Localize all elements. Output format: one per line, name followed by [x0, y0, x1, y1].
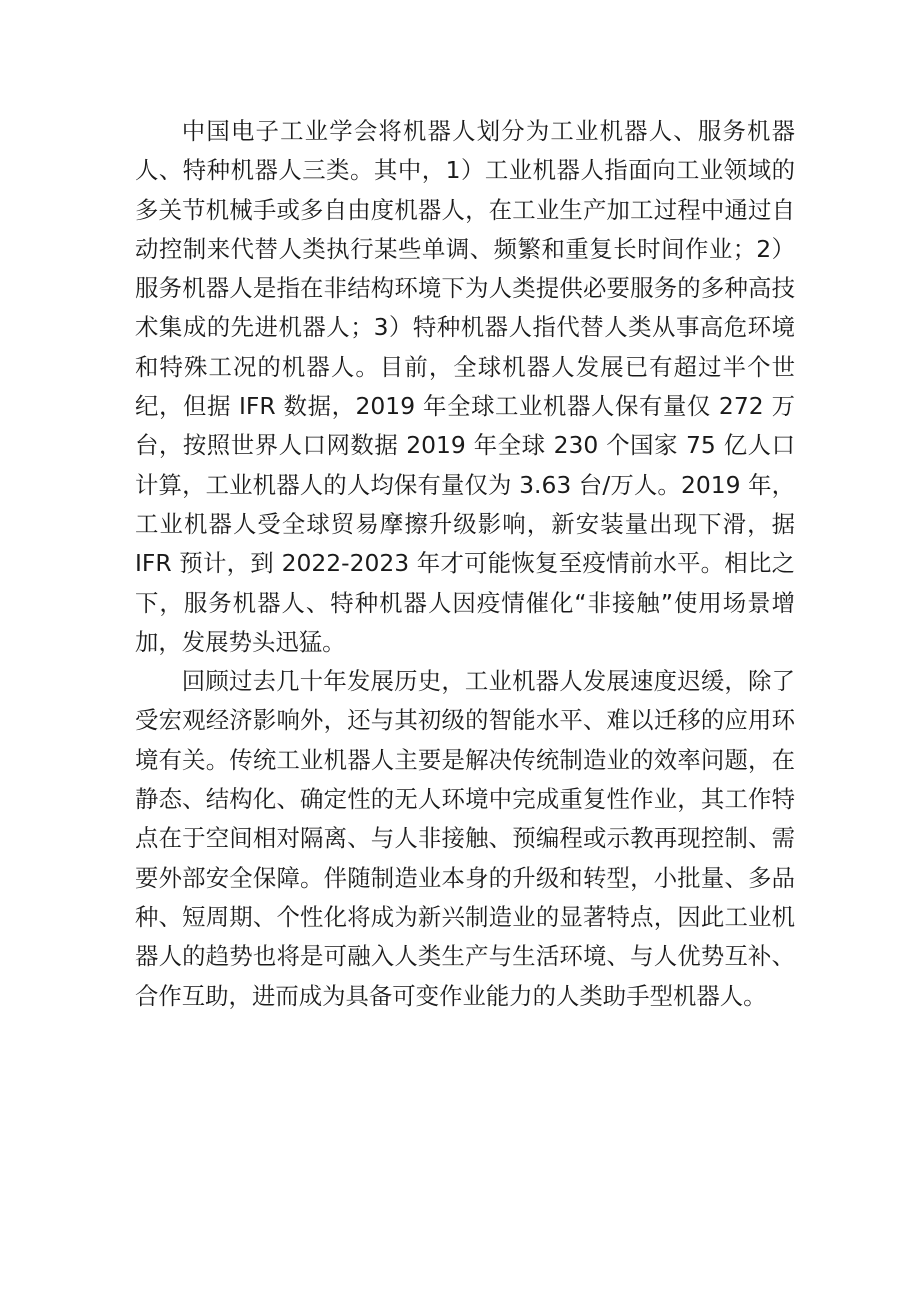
paragraph-robot-classification: 中国电子工业学会将机器人划分为工业机器人、服务机器人、特种机器人三类。其中，1）工业机器人指面向工业领域的多关节机械手或多自由度机器人，在工业生产加工过程中通过自动控制来代替人类执行某些单调、频繁和重复长时间作业；2）服务机器人是指在非结构环境下为人类提供必要服务的多种高技术集成的先进机器人；3）特种机器人指代替人类从事高危环境和特殊工况的机器人。目前，全球机器人发展已有超过半个世纪，但据 IFR 数据，2019 年全球工业机器人保有量仅 272 万台，按照世界人口网数据 2019 年全球 230 个国家 75 亿人口计算，工业机器人的人均保有量仅为 3.63 台/万人。2019 年，工业机器人受全球贸易摩擦升级影响，新安装量出现下滑，据 IFR 预计，到 2022-2023 年才可能恢复至疫情前水平。相比之下，服务机器人、特种机器人因疫情催化“非接触”使用场景增加，发展势头迅猛。: [135, 117, 795, 656]
paragraph-industrial-robot-history: 回顾过去几十年发展历史，工业机器人发展速度迟缓，除了受宏观经济影响外，还与其初级的智能水平、难以迁移的应用环境有关。传统工业机器人主要是解决传统制造业的效率问题，在静态、结构化、确定性的无人环境中完成重复性作业，其工作特点在于空间相对隔离、与人非接触、预编程或示教再现控制、需要外部安全保障。伴随制造业本身的升级和转型，小批量、多品种、短周期、个性化将成为新兴制造业的显著特点，因此工业机器人的趋势也将是可融入人类生产与生活环境、与人优势互补、合作互助，进而成为具备可变作业能力的人类助手型机器人。: [135, 667, 795, 1010]
body-text: [135, 112, 795, 1016]
